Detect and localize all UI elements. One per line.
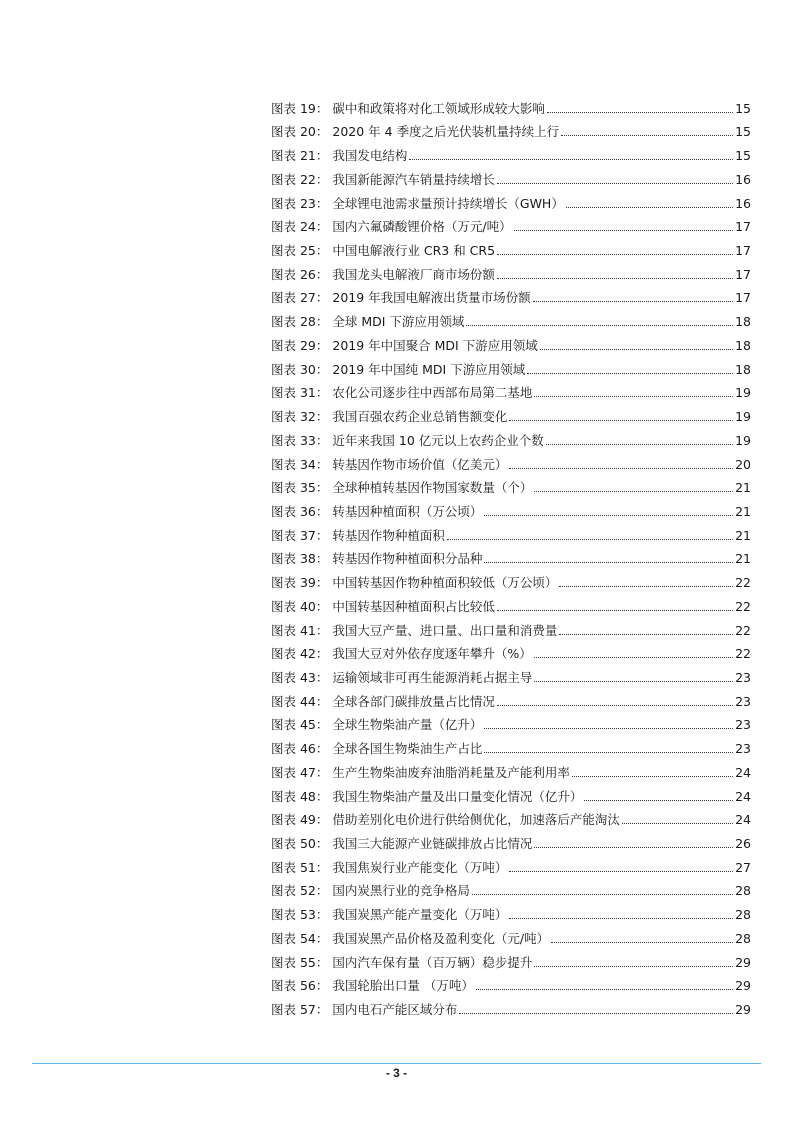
toc-dot-leader (559, 585, 733, 587)
toc-entry[interactable] (271, 757, 751, 781)
toc-dot-leader (547, 111, 733, 113)
toc-dot-leader (534, 656, 733, 658)
toc-entry-label: 图表 25： (271, 243, 329, 259)
toc-entry[interactable] (271, 781, 751, 805)
toc-entry-label: 图表 51： (271, 859, 329, 875)
toc-dot-leader (533, 300, 733, 302)
toc-entry-page: 19 (735, 409, 751, 425)
toc-entry-label: 图表 55： (271, 954, 329, 970)
toc-entry[interactable] (271, 615, 751, 639)
toc-entry-title: 转基因种植面积（万公顷） (332, 503, 483, 519)
toc-dot-leader (509, 917, 733, 919)
toc-dot-leader (484, 751, 733, 753)
toc-entry-label: 图表 35： (271, 480, 329, 496)
toc-entry[interactable] (271, 733, 751, 757)
toc-entry-page: 18 (735, 361, 751, 377)
toc-entry-page: 22 (735, 646, 751, 662)
toc-entry-page: 15 (735, 124, 751, 140)
toc-dot-leader (484, 514, 733, 516)
footer-divider (32, 1063, 761, 1064)
toc-entry[interactable] (271, 662, 751, 686)
toc-dot-leader (484, 727, 733, 729)
toc-entry[interactable] (271, 828, 751, 852)
toc-entry-label: 图表 39： (271, 575, 329, 591)
toc-entry[interactable] (271, 188, 751, 212)
toc-entry-page: 22 (735, 622, 751, 638)
toc-dot-leader (551, 941, 733, 943)
toc-entry-title: 2020 年 4 季度之后光伏装机量持续上行 (332, 124, 560, 140)
toc-entry-label: 图表 27： (271, 290, 329, 306)
toc-dot-leader (509, 870, 733, 872)
toc-entry-label: 图表 22： (271, 171, 329, 187)
toc-entry-page: 27 (735, 859, 751, 875)
toc-entry-page: 17 (735, 243, 751, 259)
toc-entry[interactable] (271, 899, 751, 923)
toc-entry-label: 图表 29： (271, 337, 329, 353)
toc-entry-page: 29 (735, 954, 751, 970)
toc-entry-title: 农化公司逐步往中西部布局第二基地 (332, 385, 533, 401)
toc-entry[interactable] (271, 544, 751, 568)
toc-entry-title: 转基因作物种植面积 (332, 527, 445, 543)
toc-entry-label: 图表 28： (271, 314, 329, 330)
toc-entry-label: 图表 48： (271, 788, 329, 804)
toc-entry-page: 17 (735, 266, 751, 282)
toc-entry[interactable] (271, 140, 751, 164)
toc-entry-label: 图表 40： (271, 598, 329, 614)
toc-entry-page: 20 (735, 456, 751, 472)
toc-entry-label: 图表 47： (271, 764, 329, 780)
page-number: - 3 - (385, 1066, 408, 1080)
toc-entry[interactable] (271, 354, 751, 378)
toc-entry[interactable] (271, 876, 751, 900)
toc-entry-title: 碳中和政策将对化工领域形成较大影响 (332, 100, 545, 116)
toc-dot-leader (484, 561, 733, 563)
toc-dot-leader (466, 324, 733, 326)
toc-dot-leader (459, 1012, 733, 1014)
toc-dot-leader (534, 965, 733, 967)
toc-entry-page: 15 (735, 100, 751, 116)
toc-entry-label: 图表 37： (271, 527, 329, 543)
toc-entry-page: 15 (735, 148, 751, 164)
toc-entry-title: 2019 年中国聚合 MDI 下游应用领域 (332, 337, 538, 353)
toc-dot-leader (561, 134, 733, 136)
toc-entry-page: 26 (735, 836, 751, 851)
toc-dot-leader (559, 633, 733, 635)
toc-entry-label: 图表 50： (271, 836, 329, 851)
toc-entry-page: 28 (735, 907, 751, 923)
toc-entry-title: 生产生物柴油废弃油脂消耗量及产能利用率 (332, 764, 570, 780)
toc-entry-page: 22 (735, 575, 751, 591)
toc-entry-title: 我国龙头电解液厂商市场份额 (332, 266, 495, 282)
toc-entry-page: 29 (735, 1002, 751, 1018)
toc-dot-leader (566, 206, 733, 208)
toc-entry[interactable] (271, 235, 751, 259)
toc-dot-leader (497, 253, 733, 255)
toc-entry-label: 图表 23： (271, 195, 329, 211)
toc-entry-page: 19 (735, 385, 751, 401)
toc-entry-page: 17 (735, 290, 751, 306)
toc-entry-title: 全球各国生物柴油生产占比 (332, 741, 483, 757)
toc-entry-label: 图表 42： (271, 646, 329, 662)
toc-entry-page: 19 (735, 432, 751, 448)
toc-entry[interactable] (271, 496, 751, 520)
toc-entry[interactable] (271, 567, 751, 591)
toc-entry-label: 图表 32： (271, 409, 329, 425)
toc-entry-page: 21 (735, 527, 751, 543)
toc-entry-title: 我国发电结构 (332, 148, 408, 164)
toc-entry-label: 图表 21： (271, 148, 329, 164)
toc-entry[interactable] (271, 473, 751, 497)
toc-entry-label: 图表 52： (271, 883, 329, 899)
toc-entry[interactable] (271, 971, 751, 995)
toc-entry[interactable] (271, 330, 751, 354)
toc-entry[interactable] (271, 639, 751, 663)
toc-entry-title: 2019 年我国电解液出货量市场份额 (332, 290, 531, 306)
toc-dot-leader (509, 467, 733, 469)
toc-entry-title: 我国新能源汽车销量持续增长 (332, 171, 495, 187)
toc-entry-title: 我国大豆对外依存度逐年攀升（%） (332, 646, 532, 662)
toc-entry[interactable] (271, 164, 751, 188)
toc-entry[interactable] (271, 994, 751, 1018)
toc-entry-title: 全球各部门碳排放量占比情况 (332, 693, 495, 709)
toc-entry[interactable] (271, 852, 751, 876)
toc-entry-label: 图表 45： (271, 717, 329, 733)
toc-entry-title: 我国轮胎出口量 （万吨） (332, 978, 474, 994)
toc-entry-page: 21 (735, 503, 751, 519)
toc-entry-title: 我国三大能源产业链碳排放占比情况 (332, 836, 533, 851)
toc-dot-leader (534, 680, 733, 682)
toc-entry[interactable] (271, 306, 751, 330)
toc-entry-page: 29 (735, 978, 751, 994)
toc-entry-page: 21 (735, 551, 751, 567)
toc-entry[interactable] (271, 805, 751, 829)
toc-entry-page: 23 (735, 693, 751, 709)
toc-dot-leader (514, 229, 733, 231)
toc-entry[interactable] (271, 947, 751, 971)
toc-dot-leader (472, 893, 733, 895)
toc-entry-title: 我国大豆产量、进口量、出口量和消费量 (332, 622, 558, 638)
toc-entry[interactable] (271, 93, 751, 117)
toc-entry[interactable] (271, 283, 751, 307)
toc-entry-title: 我国炭黑产品价格及盈利变化（元/吨） (332, 930, 550, 946)
toc-entry[interactable] (271, 259, 751, 283)
toc-entry-title: 中国转基因作物种植面积较低（万公顷） (332, 575, 558, 591)
toc-dot-leader (497, 277, 733, 279)
toc-entry-title: 中国电解液行业 CR3 和 CR5 (332, 243, 496, 259)
toc-entry-title: 国内六氟磷酸锂价格（万元/吨） (332, 219, 512, 235)
toc-dot-leader (447, 538, 733, 540)
toc-dot-leader (476, 988, 733, 990)
toc-entry-label: 图表 54： (271, 930, 329, 946)
toc-entry-label: 图表 49： (271, 812, 329, 828)
toc-entry-label: 图表 38： (271, 551, 329, 567)
toc-entry-title: 中国转基因种植面积占比较低 (332, 598, 495, 614)
toc-entry-label: 图表 26： (271, 266, 329, 282)
toc-entry-label: 图表 56： (271, 978, 329, 994)
toc-dot-leader (546, 443, 733, 445)
toc-entry-label: 图表 53： (271, 907, 329, 923)
toc-entry-title: 转基因作物市场价值（亿美元） (332, 456, 508, 472)
toc-entry-title: 全球种植转基因作物国家数量（个） (332, 480, 533, 496)
toc-entry-label: 图表 19： (271, 100, 329, 116)
toc-dot-leader (497, 704, 733, 706)
toc-entry-page: 24 (735, 764, 751, 780)
toc-entry-label: 图表 41： (271, 622, 329, 638)
toc-entry-title: 国内汽车保有量（百万辆）稳步提升 (332, 954, 533, 970)
toc-entry-label: 图表 46： (271, 741, 329, 757)
toc-entry[interactable] (271, 710, 751, 734)
toc-entry-title: 2019 年中国纯 MDI 下游应用领域 (332, 361, 526, 377)
toc-dot-leader (534, 395, 733, 397)
toc-entry-label: 图表 33： (271, 432, 329, 448)
toc-entry-title: 我国焦炭行业产能变化（万吨） (332, 859, 508, 875)
toc-entry[interactable] (271, 212, 751, 236)
toc-entry-page: 28 (735, 883, 751, 899)
toc-dot-leader (527, 372, 733, 374)
toc-entry-label: 图表 30： (271, 361, 329, 377)
toc-entry-title: 国内炭黑行业的竞争格局 (332, 883, 470, 899)
toc-entry-page: 21 (735, 480, 751, 496)
toc-entry-label: 图表 24： (271, 219, 329, 235)
toc-entry[interactable] (271, 923, 751, 947)
toc-entry-page: 17 (735, 219, 751, 235)
toc-entry-page: 23 (735, 717, 751, 733)
toc-entry-title: 我国炭黑产能产量变化（万吨） (332, 907, 508, 923)
toc-entry-page: 24 (735, 788, 751, 804)
toc-entry-page: 24 (735, 812, 751, 828)
toc-entry-page: 23 (735, 669, 751, 685)
toc-entry-page: 23 (735, 741, 751, 757)
toc-entry-title: 全球 MDI 下游应用领域 (332, 314, 465, 330)
toc-entry-title: 全球锂电池需求量预计持续增长（GWH） (332, 195, 564, 211)
toc-entry[interactable] (271, 425, 751, 449)
toc-entry[interactable] (271, 591, 751, 615)
toc-entry-label: 图表 43： (271, 669, 329, 685)
toc-dot-leader (540, 348, 733, 350)
toc-entry[interactable] (271, 520, 751, 544)
toc-entry[interactable] (271, 117, 751, 141)
toc-dot-leader (584, 799, 733, 801)
toc-entry-page: 28 (735, 930, 751, 946)
toc-dot-leader (509, 419, 733, 421)
toc-dot-leader (409, 158, 733, 160)
table-of-figures (271, 93, 751, 1018)
toc-entry-title: 转基因作物种植面积分品种 (332, 551, 483, 567)
toc-entry-label: 图表 36： (271, 503, 329, 519)
toc-entry-page: 18 (735, 314, 751, 330)
toc-dot-leader (497, 609, 733, 611)
toc-entry-label: 图表 34： (271, 456, 329, 472)
toc-dot-leader (534, 490, 733, 492)
toc-entry[interactable] (271, 449, 751, 473)
toc-entry-title: 国内电石产能区域分布 (332, 1002, 458, 1018)
toc-entry-label: 图表 57： (271, 1002, 329, 1018)
toc-entry-page: 22 (735, 598, 751, 614)
toc-entry-label: 图表 20： (271, 124, 329, 140)
toc-entry-label: 图表 44： (271, 693, 329, 709)
toc-entry-title: 我国百强农药企业总销售额变化 (332, 409, 508, 425)
toc-entry-page: 16 (735, 195, 751, 211)
toc-entry-title: 我国生物柴油产量及出口量变化情况（亿升） (332, 788, 583, 804)
toc-entry[interactable] (271, 378, 751, 402)
toc-dot-leader (572, 775, 733, 777)
toc-entry-title: 全球生物柴油产量（亿升） (332, 717, 483, 733)
toc-entry-page: 16 (735, 171, 751, 187)
toc-entry-label: 图表 31： (271, 385, 329, 401)
toc-entry-title: 运输领域非可再生能源消耗占据主导 (332, 669, 533, 685)
toc-entry-title: 近年来我国 10 亿元以上农药企业个数 (332, 432, 544, 448)
toc-dot-leader (534, 846, 733, 848)
toc-entry[interactable] (271, 686, 751, 710)
toc-entry-page: 18 (735, 337, 751, 353)
toc-dot-leader (497, 182, 733, 184)
toc-dot-leader (622, 822, 733, 824)
toc-entry-title: 借助差别化电价进行供给侧优化，加速落后产能淘汰 (332, 812, 620, 828)
toc-entry[interactable] (271, 401, 751, 425)
